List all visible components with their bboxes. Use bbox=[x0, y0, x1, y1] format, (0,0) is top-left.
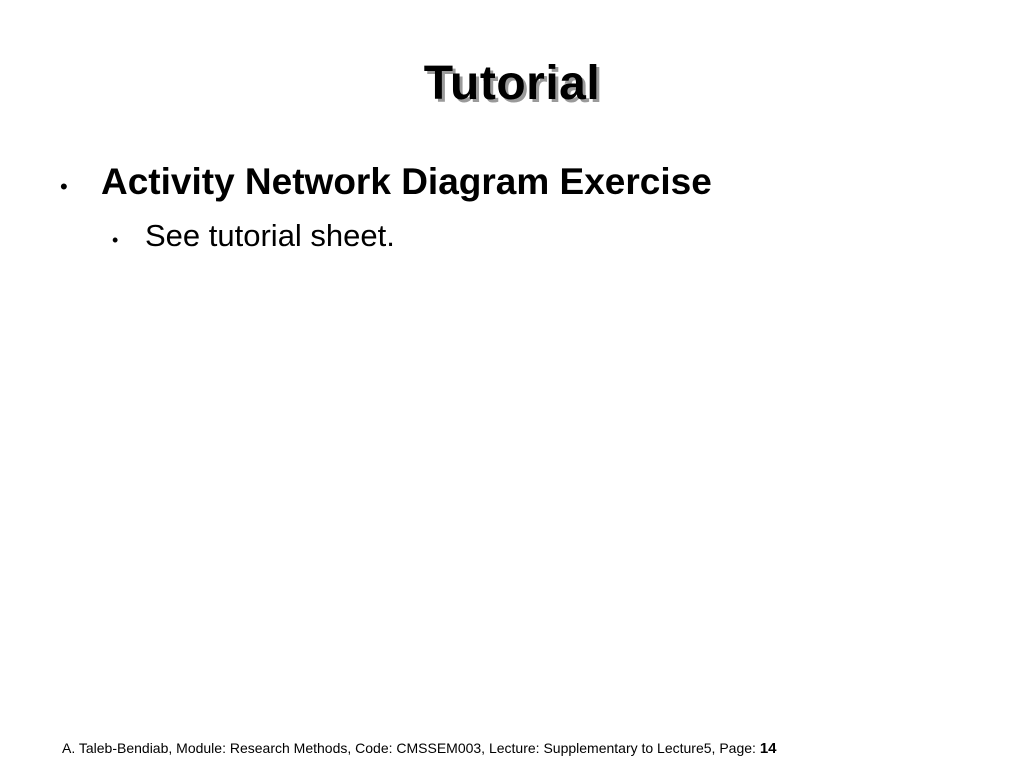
bullet-icon: • bbox=[60, 174, 68, 199]
sub-bullet-text: See tutorial sheet. bbox=[145, 218, 395, 253]
slide-footer bbox=[62, 738, 777, 759]
bullet-text: Activity Network Diagram Exercise bbox=[101, 161, 712, 202]
footer-text: A. Taleb-Bendiab, Module: Research Methods, Code: CMSSEM003, Lecture: Supplementary to Lecture5, Page: bbox=[62, 740, 760, 756]
bullet-item bbox=[60, 158, 712, 206]
sub-bullet-icon: • bbox=[112, 230, 119, 250]
sub-bullet-item bbox=[112, 214, 395, 258]
page-number: 14 bbox=[759, 740, 777, 757]
slide-title: Tutorial bbox=[423, 57, 601, 110]
